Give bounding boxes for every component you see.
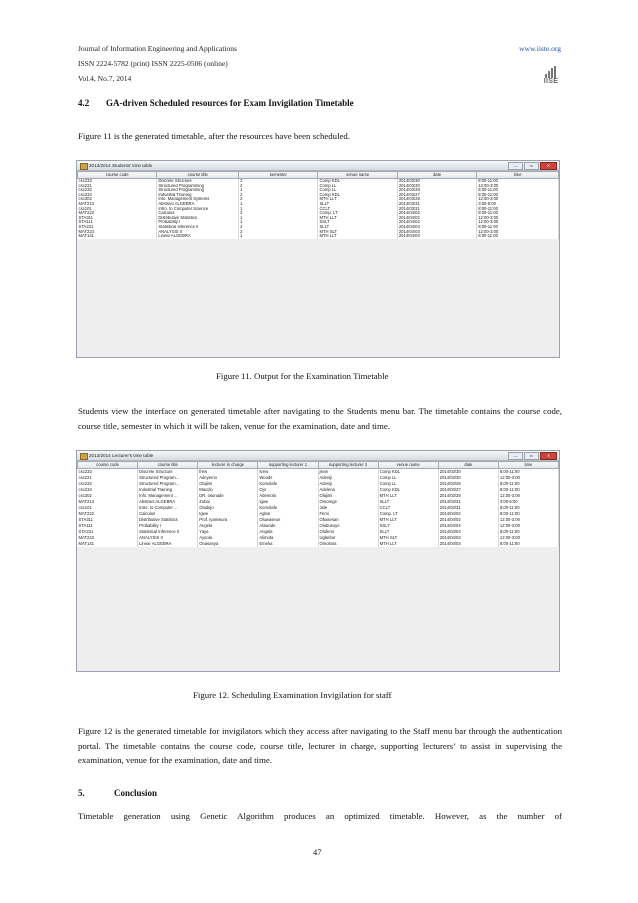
table-cell: 2014/03/30: [397, 184, 476, 189]
table-cell: Comp LL: [318, 188, 397, 193]
table-cell: Comp. LT: [318, 211, 397, 216]
table-cell: Olajimi: [198, 481, 258, 487]
table-cell: 2014/04/04: [438, 529, 498, 535]
table-cell: Jide: [318, 505, 378, 511]
column-header[interactable]: semester: [239, 172, 318, 179]
table-cell: 8:00-11:00: [498, 511, 558, 517]
journal-website-link[interactable]: www.iiste.org: [519, 44, 561, 53]
table-cell: Adeniji: [318, 475, 378, 481]
table-cell: Linear ALGEBRA: [138, 541, 198, 547]
table-cell: Distributive Statistics: [157, 216, 239, 221]
table-cell: Statistical Inference II: [157, 225, 239, 230]
column-header[interactable]: venue name: [318, 172, 397, 179]
table-cell: 2014/03/28: [438, 493, 498, 499]
table-cell: Ugbebor: [318, 535, 378, 541]
table-cell: Oluwaseun: [258, 517, 318, 523]
table-cell: 2014/03/30: [438, 469, 498, 476]
table-cell: MTH SLT: [318, 230, 397, 235]
table-cell: Oladejo: [198, 505, 258, 511]
table-cell: CCLT: [318, 207, 397, 212]
table-cell: MAT213: [78, 202, 157, 207]
table-cell: 1: [239, 188, 318, 193]
table-cell: CCLT: [378, 505, 438, 511]
table-cell: SLLT: [378, 529, 438, 535]
column-header[interactable]: course code: [78, 462, 138, 469]
table-cell: Intro. to Computer ...: [138, 505, 198, 511]
table-cell: Igwe: [258, 499, 318, 505]
table-cell: SLLT: [318, 202, 397, 207]
table-cell: Ojo: [258, 487, 318, 493]
volume-line: Vol.4, No.7, 2014: [78, 74, 132, 83]
column-header[interactable]: supporting lecturer 2: [318, 462, 378, 469]
table-cell: frew: [198, 469, 258, 476]
table-cell: Comp KDL: [318, 179, 397, 184]
table-cell: Omorege: [318, 499, 378, 505]
column-header[interactable]: lecturer in charge: [198, 462, 258, 469]
table-cell: Comp LL: [378, 481, 438, 487]
table-cell: MTH LLT: [378, 493, 438, 499]
table-cell: Info. Management Systems: [157, 197, 239, 202]
table-cell: Distributive Statistics: [138, 517, 198, 523]
table-cell: 2: [239, 184, 318, 189]
table-cell: Comp LL: [378, 475, 438, 481]
page-number: 47: [313, 847, 322, 857]
window-title: 2013/2014 Students' time table: [89, 163, 153, 168]
section-number: 5.: [78, 788, 85, 798]
table-cell: SLLT: [318, 225, 397, 230]
column-header[interactable]: course title: [157, 172, 239, 179]
table-cell: 12:00-3:00: [477, 220, 559, 225]
column-header[interactable]: date: [438, 462, 498, 469]
students-paragraph: Students view the interface on generated timetable after navigating to the Students menu bar. The timetable contains the course code, course title, semester in which it will be taken, venue for the examination, date and time.: [78, 406, 562, 431]
table-cell: Ademola: [258, 493, 318, 499]
table-cell: Comp KDL: [378, 469, 438, 476]
table-cell: DR. osunade: [198, 493, 258, 499]
table-cell: MAT213: [78, 499, 138, 505]
table-cell: Emeka: [258, 541, 318, 547]
table-cell: 3:00-6:00: [498, 499, 558, 505]
table-cell: Angela: [258, 529, 318, 535]
table-cell: 1: [239, 207, 318, 212]
table-cell: 3:00-6:00: [477, 202, 559, 207]
table-cell: Comp. LT: [378, 511, 438, 517]
lecturers-timetable-table: [77, 461, 559, 547]
table-cell: Zubai: [198, 499, 258, 505]
students-timetable-table: [77, 171, 559, 239]
table-cell: MTH LLT: [318, 216, 397, 221]
journal-name: Journal of Information Engineering and Applications: [78, 44, 237, 53]
column-header[interactable]: course title: [138, 462, 198, 469]
table-cell: csc221: [78, 475, 138, 481]
table-cell: Komolafe: [258, 481, 318, 487]
close-button[interactable]: ✕: [540, 162, 557, 170]
table-cell: Yaya: [198, 529, 258, 535]
table-cell: 8:00-11:00: [498, 505, 558, 511]
table-cell: 2: [239, 230, 318, 235]
table-cell: Alimota: [258, 535, 318, 541]
figure12-caption: Figure 12. Scheduling Examination Invigilation for staff: [193, 690, 392, 700]
table-cell: csc221: [78, 184, 157, 189]
table-cell: 1: [239, 220, 318, 225]
table-cell: 2014/04/02: [438, 517, 498, 523]
table-cell: Structured Programming: [157, 184, 239, 189]
table-cell: 2014/04/02: [397, 216, 476, 221]
table-cell: 8:00-11:00: [477, 179, 559, 184]
table-cell: Olufemi: [318, 529, 378, 535]
table-cell: 2014/04/03: [397, 230, 476, 235]
section-title: GA-driven Scheduled resources for Exam Invigilation Timetable: [106, 98, 354, 108]
conclusion-paragraph: Timetable generation using Genetic Algorithm produces an optimized timetable. However, as the number of: [78, 811, 562, 821]
table-cell: Intro. to Computer Science: [157, 207, 239, 212]
table-cell: Olajimi: [318, 493, 378, 499]
table-cell: 2014/03/28: [397, 188, 476, 193]
table-cell: 2014/03/30: [397, 179, 476, 184]
table-cell: 8:00-11:00: [477, 211, 559, 216]
table-cell: 8:00-11:00: [498, 541, 558, 547]
table-cell: Industrial Training: [138, 487, 198, 493]
table-cell: csc302: [78, 493, 138, 499]
window-titlebar: [77, 451, 559, 461]
table-cell: Agbor: [258, 511, 318, 517]
table-cell: 1: [239, 216, 318, 221]
table-cell: MTH LLT: [318, 197, 397, 202]
table-cell: Discrete Structure: [157, 179, 239, 184]
table-cell: 1: [239, 234, 318, 239]
table-cell: Probability I: [138, 523, 198, 529]
table-cell: 12:00-3:00: [498, 535, 558, 541]
table-cell: Info. Management ...: [138, 493, 198, 499]
table-cell: Discrete Structure: [138, 469, 198, 476]
table-cell: 2014/04/02: [397, 211, 476, 216]
table-cell: 2014/04/03: [438, 535, 498, 541]
table-cell: Angela: [198, 523, 258, 529]
table-cell: MTH LLT: [318, 234, 397, 239]
table-cell: MAT141: [78, 541, 138, 547]
minimize-button[interactable]: —: [508, 452, 523, 460]
table-cell: MAT223: [78, 230, 157, 235]
table-cell: Calculus: [138, 511, 198, 517]
table-cell: Igwe: [198, 511, 258, 517]
table-cell: Ayoola: [198, 535, 258, 541]
logo-text: IISE: [543, 78, 559, 85]
table-cell: srew: [258, 469, 318, 476]
table-cell: Probability I: [157, 220, 239, 225]
table-cell: ANALYSIS II: [138, 535, 198, 541]
lecturers-timetable-window: [76, 450, 560, 672]
table-row[interactable]: [78, 541, 559, 547]
table-row[interactable]: [78, 234, 559, 239]
table-cell: Calculus: [157, 211, 239, 216]
section-number: 4.2: [78, 98, 90, 108]
table-cell: Adeyemo: [198, 475, 258, 481]
minimize-button[interactable]: —: [508, 162, 523, 170]
table-cell: Alawode: [258, 523, 318, 529]
table-cell: csc232: [78, 481, 138, 487]
table-cell: 8:00-11:00: [477, 188, 559, 193]
table-cell: 2: [239, 211, 318, 216]
column-header[interactable]: time: [477, 172, 559, 179]
table-cell: SSLT: [318, 220, 397, 225]
table-cell: csc101: [78, 505, 138, 511]
iiste-logo: [540, 60, 562, 86]
window-app-icon: [80, 163, 88, 170]
window-title: 2013/2014 Lecturer's time table: [89, 453, 154, 458]
table-cell: 2014/04/03: [397, 234, 476, 239]
table-cell: MAT223: [78, 535, 138, 541]
table-cell: STA231: [78, 225, 157, 230]
table-cell: 8:00-11:00: [498, 469, 558, 476]
table-cell: Komolafe: [258, 505, 318, 511]
window-app-icon: [80, 453, 88, 460]
table-cell: 8:00-11:00: [498, 529, 558, 535]
table-cell: Comp KDL: [378, 487, 438, 493]
window-titlebar: [77, 161, 559, 171]
table-cell: 2014/04/02: [438, 511, 498, 517]
table-cell: 2014/04/04: [397, 220, 476, 225]
table-cell: 2014/03/28: [438, 481, 498, 487]
table-cell: 8:00-11:00: [477, 193, 559, 198]
table-cell: Structured Programming: [157, 188, 239, 193]
table-cell: jsew: [318, 469, 378, 476]
table-cell: Abstract ALGEBRA: [138, 499, 198, 505]
table-cell: csc233: [78, 469, 138, 476]
table-cell: MAT222: [78, 511, 138, 517]
table-cell: csc234: [78, 193, 157, 198]
table-cell: Prof. Iyaniwura: [198, 517, 258, 523]
table-cell: Structured Program...: [138, 475, 198, 481]
table-cell: 2: [239, 197, 318, 202]
column-header[interactable]: supporting lecturer 1: [258, 462, 318, 469]
table-cell: SLLT: [378, 499, 438, 505]
column-header[interactable]: course code: [78, 172, 157, 179]
table-cell: csc233: [78, 179, 157, 184]
table-cell: STA311: [78, 517, 138, 523]
table-cell: Woods: [258, 475, 318, 481]
table-cell: Statistical Inference II: [138, 529, 198, 535]
table-cell: STA311: [78, 216, 157, 221]
table-cell: 2: [239, 179, 318, 184]
table-cell: 8:00-11:00: [498, 487, 558, 493]
table-cell: Olubusoye: [318, 523, 378, 529]
table-cell: Adeniji: [318, 481, 378, 487]
table-cell: Omolona: [318, 541, 378, 547]
table-cell: 2014/04/04: [438, 523, 498, 529]
table-cell: 2014/03/30: [438, 475, 498, 481]
logo-bars-icon: [544, 66, 558, 78]
table-cell: 2: [239, 225, 318, 230]
students-timetable-window: [76, 160, 560, 358]
figure11-intro: Figure 11 is the generated timetable, after the resources have been scheduled.: [78, 131, 351, 141]
table-cell: 2014/03/27: [438, 487, 498, 493]
table-cell: 2014/03/31: [397, 207, 476, 212]
table-cell: 2014/04/04: [397, 225, 476, 230]
table-cell: csc302: [78, 197, 157, 202]
table-cell: 1: [239, 202, 318, 207]
table-cell: csc232: [78, 188, 157, 193]
table-cell: Macolo: [198, 487, 258, 493]
table-cell: SSLT: [378, 523, 438, 529]
table-cell: Comp LL: [318, 184, 397, 189]
column-header[interactable]: date: [397, 172, 476, 179]
table-cell: 12:00-3:00: [498, 493, 558, 499]
table-cell: 8:00-11:00: [477, 225, 559, 230]
table-cell: 2: [239, 193, 318, 198]
table-cell: STA111: [78, 220, 157, 225]
staff-paragraph: Figure 12 is the generated timetable for invigilators which they access after navigating to the Staff menu bar through the authentication portal. The timetable contains the course code, course title, lecturer in charge, supporting lecturers’ to assist in supervising the examination, venue for the examination, date and time.: [78, 726, 562, 765]
table-cell: Onasanya: [198, 541, 258, 547]
table-cell: 8:00-11:00: [477, 234, 559, 239]
table-cell: 2014/03/28: [397, 197, 476, 202]
table-cell: Linear ALGEBRA: [157, 234, 239, 239]
issn-line: ISSN 2224-5782 (print) ISSN 2225-0506 (online): [78, 59, 228, 68]
table-cell: 8:00-11:00: [498, 481, 558, 487]
table-cell: MAT222: [78, 211, 157, 216]
maximize-button[interactable]: ▭: [524, 452, 539, 460]
table-cell: MTH LLT: [378, 541, 438, 547]
table-cell: 2014/03/31: [438, 505, 498, 511]
column-header[interactable]: venue name: [378, 462, 438, 469]
table-cell: 8:00-11:00: [477, 207, 559, 212]
table-cell: STA111: [78, 523, 138, 529]
table-cell: csc101: [78, 207, 157, 212]
table-cell: 12:00-3:00: [498, 523, 558, 529]
table-cell: Femi: [318, 511, 378, 517]
table-cell: 12:00-3:00: [477, 197, 559, 202]
table-cell: STA231: [78, 529, 138, 535]
table-cell: 2014/03/31: [397, 202, 476, 207]
table-cell: Abstract ALGEBRA: [157, 202, 239, 207]
table-cell: csc234: [78, 487, 138, 493]
table-cell: Structured Program...: [138, 481, 198, 487]
table-cell: 12:00-3:00: [477, 230, 559, 235]
table-cell: Obasesan: [318, 517, 378, 523]
close-button[interactable]: ✕: [540, 452, 557, 460]
table-cell: 12:00-3:00: [498, 517, 558, 523]
table-cell: 12:00-3:00: [477, 184, 559, 189]
table-cell: 2014/04/03: [438, 541, 498, 547]
table-cell: 2014/03/31: [438, 499, 498, 505]
figure11-caption: Figure 11. Output for the Examination Timetable: [216, 371, 389, 381]
section-title: Conclusion: [114, 788, 158, 798]
table-cell: ANALYSIS II: [157, 230, 239, 235]
table-cell: Adelena: [318, 487, 378, 493]
table-cell: Industrial Training: [157, 193, 239, 198]
table-cell: MTH SLT: [378, 535, 438, 541]
column-header[interactable]: time: [498, 462, 558, 469]
table-cell: MTH LLT: [378, 517, 438, 523]
maximize-button[interactable]: ▭: [524, 162, 539, 170]
table-cell: 12:00-3:00: [477, 216, 559, 221]
table-cell: Comp KDL: [318, 193, 397, 198]
table-cell: 12:00-3:00: [498, 475, 558, 481]
table-cell: MAT141: [78, 234, 157, 239]
table-cell: 2014/03/27: [397, 193, 476, 198]
